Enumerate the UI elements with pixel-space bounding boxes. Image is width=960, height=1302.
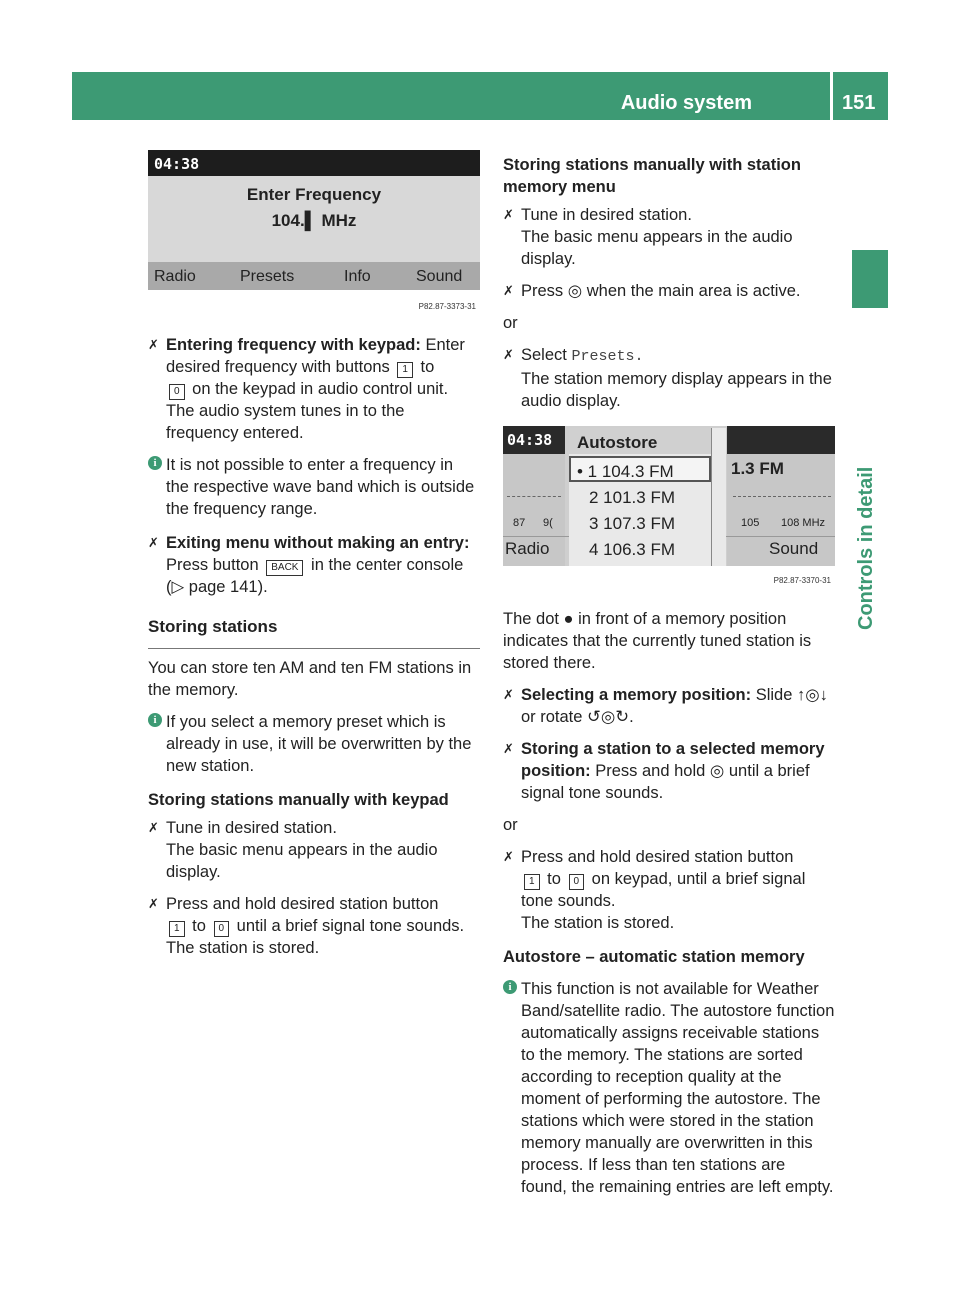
step-arrow-icon: ✗ <box>503 687 514 702</box>
step-label: Storing a station to a selected memory position: <box>521 740 825 780</box>
step-text: Tune in desired station. <box>521 206 692 224</box>
step-result: The basic menu appears in the audio display. <box>521 228 793 268</box>
step-arrow-icon: ✗ <box>148 535 159 550</box>
left-scale-label: 87 <box>513 517 526 529</box>
key-back: BACK <box>266 560 303 576</box>
step-tune-station <box>148 817 480 883</box>
figure-reference: P82.87-3370-31 <box>773 576 831 585</box>
side-tab <box>852 250 888 308</box>
preset-row: 3 107.3 FM <box>589 514 675 533</box>
step-select-presets <box>503 344 835 412</box>
page-number: 151 <box>842 92 876 114</box>
info-icon: i <box>148 713 162 727</box>
display-status-bar <box>727 426 835 454</box>
figure-station-memory <box>503 426 835 594</box>
menu-item-sound: Sound <box>769 539 819 558</box>
figure-reference: P82.87-3373-31 <box>418 302 476 311</box>
step-text: Press and hold ◎ until a brief signal tone sounds. <box>521 762 810 802</box>
section-title: Storing stations <box>148 616 480 649</box>
step-text: to <box>542 870 566 888</box>
or-text: or <box>503 816 518 834</box>
subheading: Storing stations manually with keypad <box>148 791 449 809</box>
menu-term: Presets. <box>571 348 644 365</box>
step-arrow-icon: ✗ <box>503 849 514 864</box>
step-text: Press <box>521 282 568 300</box>
step-enter-frequency <box>148 334 480 444</box>
step-text: on the keypad in audio control unit. <box>187 380 449 398</box>
paragraph: The dot ● in front of a memory position indicates that the currently tuned station is stored there. <box>503 610 812 672</box>
step-text: to <box>187 917 211 935</box>
step-exit-menu <box>148 532 480 598</box>
step-arrow-icon: ✗ <box>503 347 514 362</box>
key-1: 1 <box>524 874 540 890</box>
right-column <box>503 150 835 1210</box>
step-text: on keypad, until a brief signal tone sounds. <box>521 870 806 910</box>
step-text: Select <box>521 346 572 364</box>
figure-enter-frequency <box>148 150 480 320</box>
step-label: Selecting a memory position: <box>521 686 752 704</box>
left-column <box>148 150 480 969</box>
step-text: Press and hold desired station button <box>166 895 439 913</box>
step-label: Exiting menu without making an entry: <box>166 534 470 552</box>
step-result: The station is stored. <box>166 939 320 957</box>
header-bar <box>72 72 888 120</box>
step-text: to <box>415 358 435 376</box>
preset-row: 2 101.3 FM <box>589 488 675 507</box>
controller-icon: ◎ <box>567 282 583 300</box>
or-text: or <box>503 314 518 332</box>
key-0: 0 <box>569 874 585 890</box>
step-text: until a brief signal tone sounds. <box>232 917 465 935</box>
step-hold-button <box>503 846 835 934</box>
menu-item-radio: Radio <box>505 539 550 558</box>
info-icon: i <box>503 980 517 994</box>
step-text: Slide ↑◎↓ or rotate ↺◎↻. <box>521 686 828 726</box>
step-result: The audio system tunes in to the frequency entered. <box>166 402 405 442</box>
step-arrow-icon: ✗ <box>503 283 514 298</box>
step-tune-station <box>503 204 835 270</box>
menu-item-presets: Presets <box>240 268 295 285</box>
left-scale <box>507 496 561 511</box>
key-0: 0 <box>169 384 185 400</box>
step-result: The station memory display appears in the audio display. <box>521 370 832 410</box>
info-note <box>503 978 835 1198</box>
step-text: Press and hold desired station button <box>521 848 794 866</box>
step-result: The station is stored. <box>521 914 675 932</box>
display-frequency: 104.▌ MHz <box>271 211 357 230</box>
step-arrow-icon: ✗ <box>148 820 159 835</box>
menu-item-sound: Sound <box>416 268 463 285</box>
display-time: 04:38 <box>154 155 200 173</box>
step-label: Entering frequency with keypad: <box>166 336 421 354</box>
scrollbar <box>711 428 726 566</box>
key-1: 1 <box>397 362 413 378</box>
step-text: when the main area is active. <box>582 282 801 300</box>
menu-item-info: Info <box>344 268 371 285</box>
step-arrow-icon: ✗ <box>503 741 514 756</box>
step-result: The basic menu appears in the audio display. <box>166 841 438 881</box>
display-status-bar <box>148 150 480 176</box>
left-scale-label: 9( <box>543 517 553 529</box>
header-separator <box>830 72 833 120</box>
step-arrow-icon: ✗ <box>148 896 159 911</box>
menu-item-radio: Radio <box>154 268 196 285</box>
step-press-controller <box>503 280 835 302</box>
note-text: This function is not available for Weather Band/satellite radio. The autostore function automatically assigns receivable stations to the memory. The stations are sorted according to reception quality at the moment of performing the autostore. The stations which were stored in the station memory manually are overwritten in this process. If less than ten stations are found, the remaining entries are left empty. <box>521 980 835 1196</box>
step-text: Press button <box>166 556 264 574</box>
key-0: 0 <box>214 921 230 937</box>
preset-row: • 1 104.3 FM <box>569 456 711 482</box>
display-right-frequency: 1.3 FM <box>731 459 784 478</box>
step-text: in the center console <box>306 556 464 574</box>
page-reference: (▷ page 141). <box>166 578 268 596</box>
subheading: Autostore – automatic station memory <box>503 948 805 966</box>
step-arrow-icon: ✗ <box>503 207 514 222</box>
preset-list <box>569 428 711 566</box>
right-scale-label: 108 MHz <box>781 517 826 529</box>
preset-list-header: Autostore <box>569 428 711 454</box>
key-1: 1 <box>169 921 185 937</box>
preset-row: 4 106.3 FM <box>589 540 675 559</box>
right-scale <box>733 496 831 511</box>
step-text: Enter desired frequency with buttons <box>166 336 465 376</box>
right-scale-label: 105 <box>741 517 760 529</box>
info-icon: i <box>148 456 162 470</box>
display-title: Enter Frequency <box>246 185 382 204</box>
display-menu-bar <box>148 262 480 290</box>
note-text: It is not possible to enter a frequency in the respective wave band which is outside the frequency range. <box>166 456 475 518</box>
step-store-station <box>503 738 835 804</box>
header-title: Audio system <box>620 92 752 114</box>
step-hold-button <box>148 893 480 959</box>
subheading: Storing stations manually with station memory menu <box>503 156 801 196</box>
info-note <box>148 454 480 520</box>
step-text: Tune in desired station. <box>166 819 337 837</box>
paragraph: You can store ten AM and ten FM stations in the memory. <box>148 659 472 699</box>
step-select-position <box>503 684 835 728</box>
display-time: 04:38 <box>503 426 565 454</box>
info-note <box>148 711 480 777</box>
step-arrow-icon: ✗ <box>148 337 159 352</box>
note-text: If you select a memory preset which is already in use, it will be overwritten by the new station. <box>166 713 472 775</box>
side-label: Controls in detail <box>855 466 877 630</box>
